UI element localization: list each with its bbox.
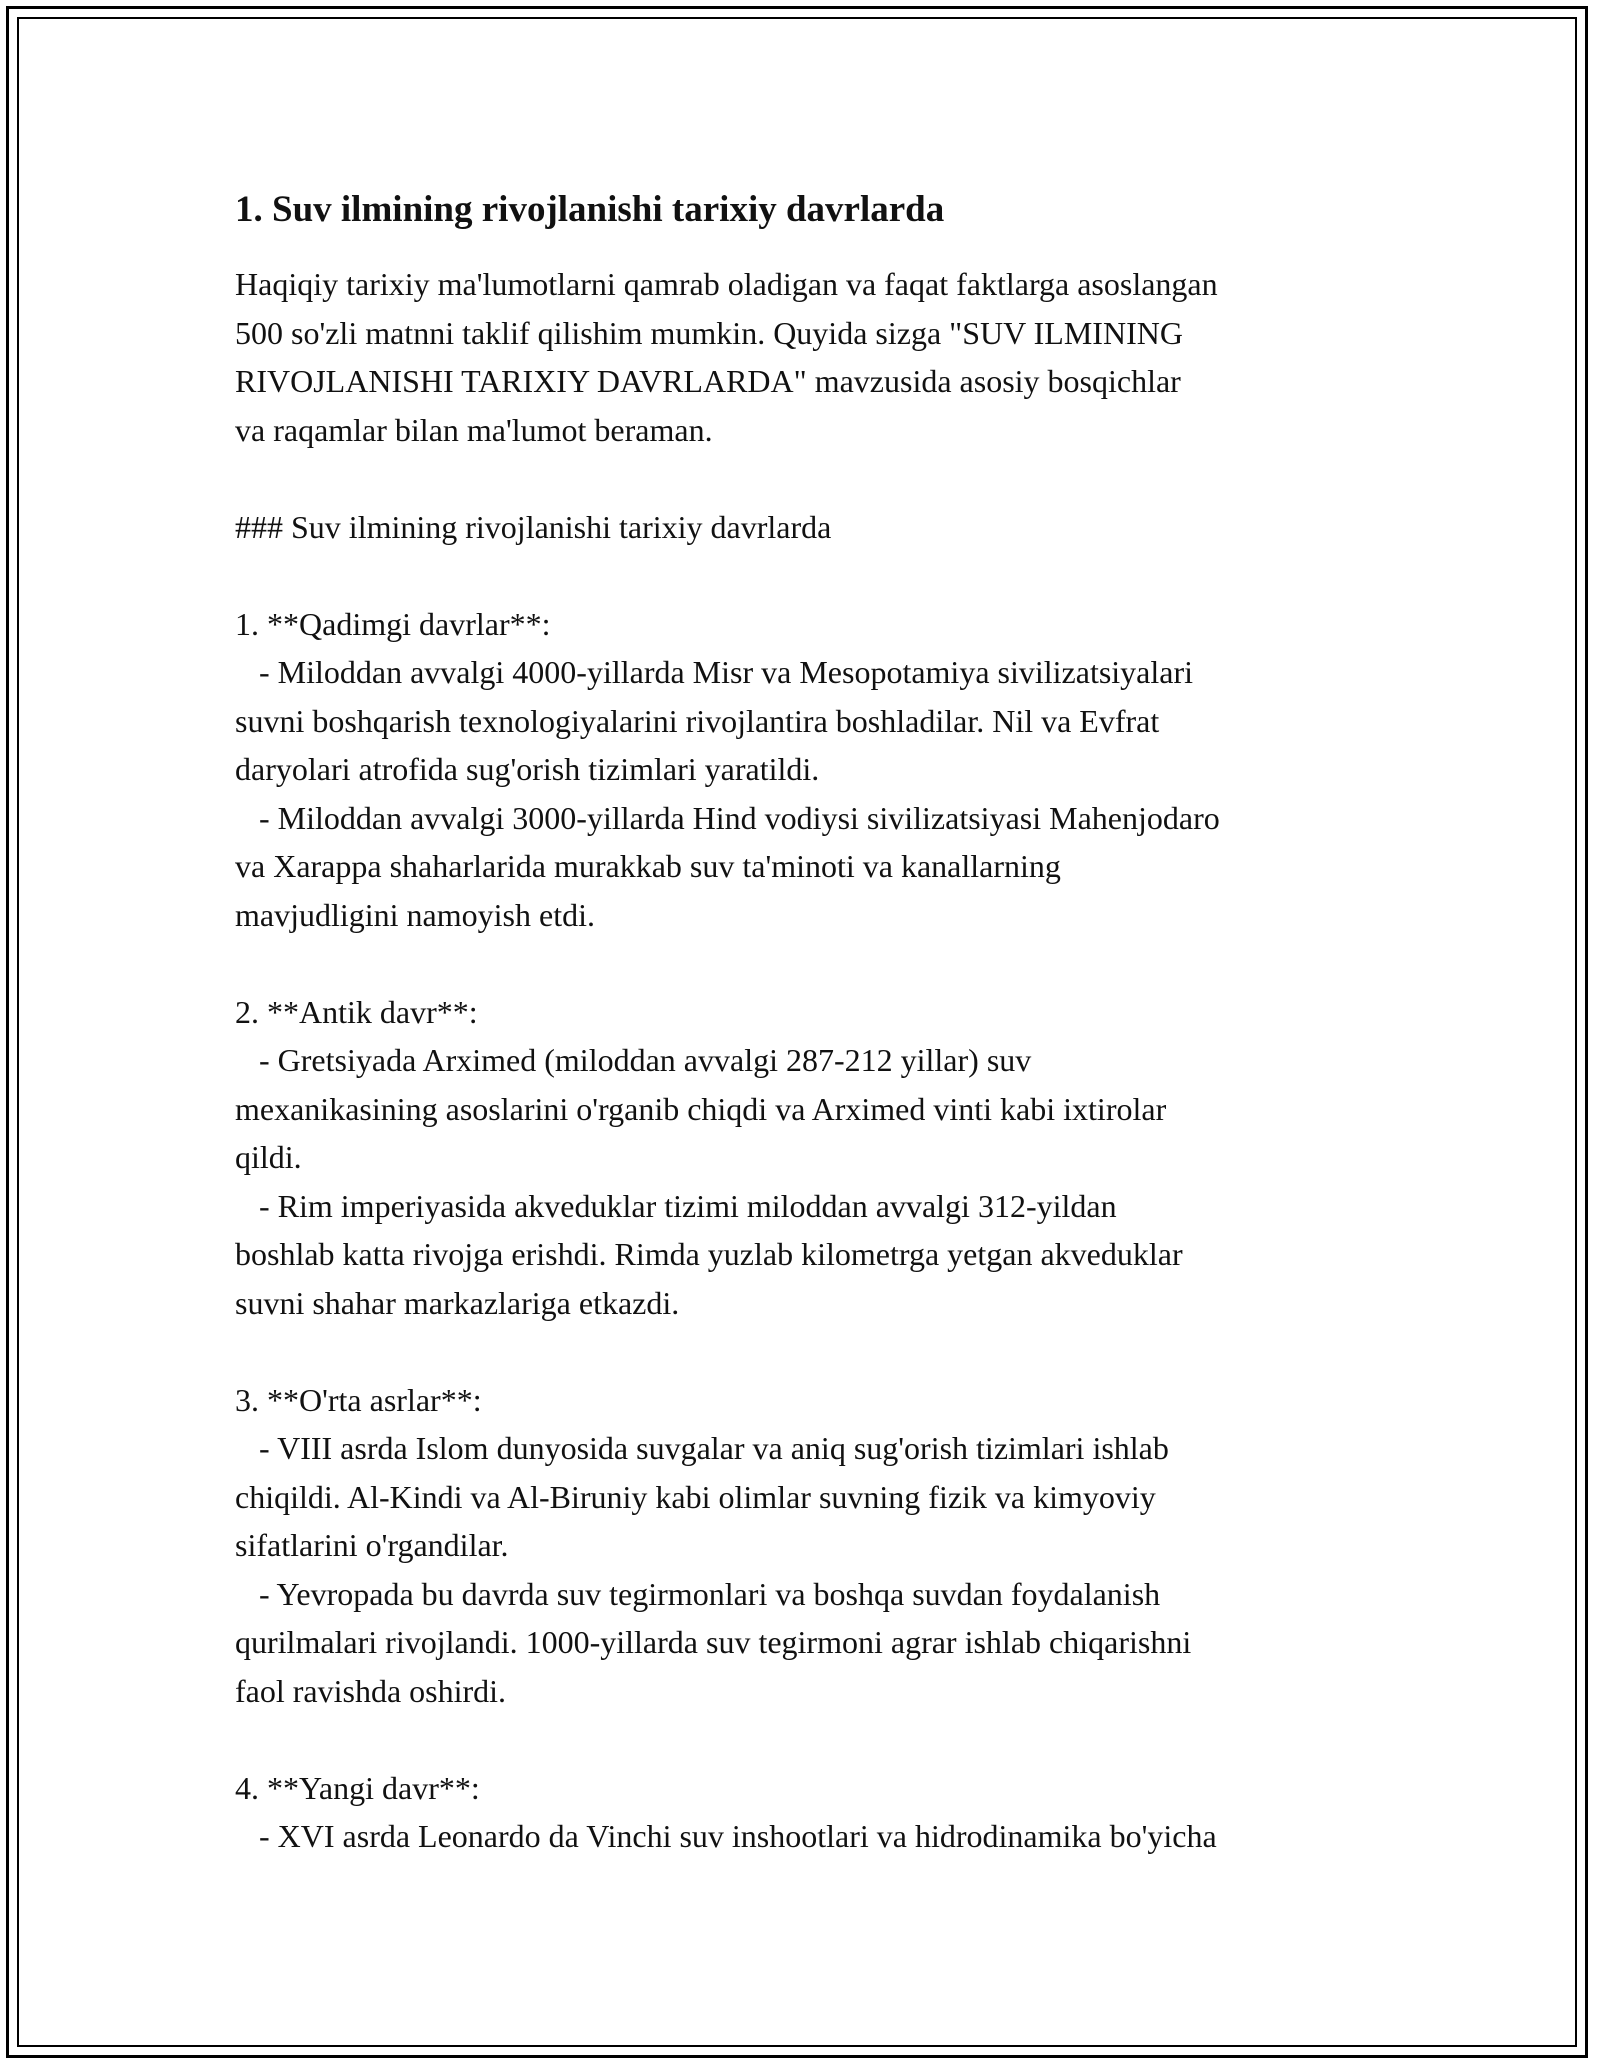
text-line: - VIII asrda Islom dunyosida suvgalar va aniq sug'orish tizimlari ishlab — [235, 1430, 1169, 1467]
text-line: boshlab katta rivojga erishdi. Rimda yuzlab kilometrga yetgan akveduklar — [235, 1236, 1183, 1273]
text-line: qurilmalari rivojlandi. 1000-yillarda suv tegirmoni agrar ishlab chiqarishni — [235, 1624, 1192, 1661]
text-line: - Miloddan avvalgi 3000-yillarda Hind vodiysi sivilizatsiyasi Mahenjodaro — [235, 799, 1220, 836]
text-line: RIVOJLANISHI TARIXIY DAVRLARDA" mavzusida asosiy bosqichlar — [235, 363, 1181, 400]
text-line: suvni boshqarish texnologiyalarini rivojlantira boshladilar. Nil va Evfrat — [235, 702, 1160, 739]
text-line: chiqildi. Al-Kindi va Al-Biruniy kabi olimlar suvning fizik va kimyoviy — [235, 1478, 1156, 1515]
text-line: 500 so'zli matnni taklif qilishim mumkin. Quyida sizga "SUV ILMINING — [235, 314, 1183, 351]
text-line: - XVI asrda Leonardo da Vinchi suv inshootlari va hidrodinamika bo'yicha — [235, 1818, 1217, 1855]
text-line: va raqamlar bilan ma'lumot beraman. — [235, 411, 713, 448]
text-line: - Rim imperiyasida akveduklar tizimi miloddan avvalgi 312-yildan — [235, 1187, 1117, 1224]
list-heading-line: 4. **Yangi davr**: — [235, 1769, 480, 1806]
blank-line — [235, 551, 1365, 600]
text-line: faol ravishda oshirdi. — [235, 1672, 507, 1709]
list-heading-line: 2. **Antik davr**: — [235, 993, 478, 1030]
document-title: 1. Suv ilmining rivojlanishi tarixiy davrlarda — [235, 189, 945, 230]
blank-line — [235, 939, 1365, 988]
blank-line — [235, 454, 1365, 503]
document-body — [235, 186, 1365, 1861]
document-text — [235, 260, 1365, 1861]
text-line: mexanikasining asoslarini o'rganib chiqdi va Arximed vinti kabi ixtirolar — [235, 1090, 1167, 1127]
list-heading-line: 3. **O'rta asrlar**: — [235, 1381, 482, 1418]
text-line: mavjudligini namoyish etdi. — [235, 896, 595, 933]
blank-line — [235, 1327, 1365, 1376]
text-line: va Xarappa shaharlarida murakkab suv ta'minoti va kanallarning — [235, 848, 1061, 885]
text-line: - Miloddan avvalgi 4000-yillarda Misr va Mesopotamiya sivilizatsiyalari — [235, 654, 1194, 691]
text-line: sifatlarini o'rgandilar. — [235, 1527, 509, 1564]
text-line: suvni shahar markazlariga etkazdi. — [235, 1284, 680, 1321]
blank-line — [235, 1715, 1365, 1764]
text-line: - Gretsiyada Arximed (miloddan avvalgi 287-212 yillar) suv — [235, 1042, 1032, 1079]
text-line: qildi. — [235, 1139, 302, 1176]
text-line: - Yevropada bu davrda suv tegirmonlari va boshqa suvdan foydalanish — [235, 1575, 1161, 1612]
text-line: daryolari atrofida sug'orish tizimlari yaratildi. — [235, 751, 820, 788]
section-heading-line: ### Suv ilmining rivojlanishi tarixiy davrlarda — [235, 508, 832, 545]
text-line: Haqiqiy tarixiy ma'lumotlarni qamrab oladigan va faqat faktlarga asoslangan — [235, 266, 1218, 303]
list-heading-line: 1. **Qadimgi davrlar**: — [235, 605, 551, 642]
